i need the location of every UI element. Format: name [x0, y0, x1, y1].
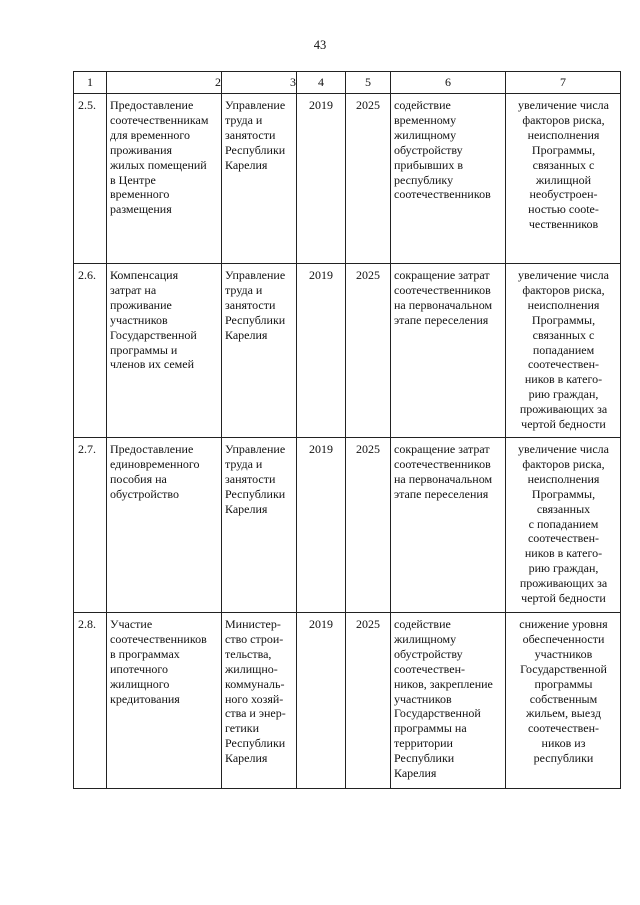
column-header-5: 5 [346, 72, 391, 94]
column-header-4: 4 [297, 72, 346, 94]
column-header-3: 3 [222, 72, 297, 94]
start-year: 2019 [297, 613, 346, 789]
table-row [74, 94, 621, 264]
start-year: 2019 [297, 94, 346, 264]
expected-result: содействие жилищному обустройству соотечествен- ников, закрепление участников Государственной программы на территории Республики Карелия [391, 613, 506, 789]
header-row [74, 72, 621, 94]
measure-name: Компенсация затрат на проживание участников Государственной программы и членов их семей [107, 264, 222, 438]
start-year: 2019 [297, 264, 346, 438]
end-year: 2025 [346, 94, 391, 264]
page-number: 43 [313, 38, 327, 52]
table-row [74, 613, 621, 789]
measure-name: Участие соотечественников в программах ипотечного жилищного кредитования [107, 613, 222, 789]
measure-name: Предоставление единовременного пособия на обустройство [107, 438, 222, 613]
row-number: 2.8. [74, 613, 107, 789]
program-measures-table [73, 71, 621, 789]
risk-consequence: увеличение числа факторов риска, неисполнения Программы, связанных с жилищной необустроен- ностью соote- чественников [506, 94, 621, 264]
measure-name: Предоставление соотечественникам для временного проживания жилых помещений в Центре временного размещения [107, 94, 222, 264]
column-header-6: 6 [391, 72, 506, 94]
column-header-7: 7 [506, 72, 621, 94]
end-year: 2025 [346, 613, 391, 789]
table-row [74, 264, 621, 438]
executor: Министер- ство строи- тельства, жилищно- коммуналь- ного хозяй- ства и энер- гетики Республики Карелия [222, 613, 297, 789]
column-header-2: 2 [107, 72, 222, 94]
executor: Управление труда и занятости Республики Карелия [222, 264, 297, 438]
row-number: 2.7. [74, 438, 107, 613]
row-number: 2.6. [74, 264, 107, 438]
expected-result: содействие временному жилищному обустройству прибывших в республику соотечественников [391, 94, 506, 264]
expected-result: сокращение затрат соотечественников на первоначальном этапе переселения [391, 438, 506, 613]
column-header-1: 1 [74, 72, 107, 94]
executor: Управление труда и занятости Республики Карелия [222, 438, 297, 613]
row-number: 2.5. [74, 94, 107, 264]
risk-consequence: снижение уровня обеспеченности участников Государственной программы собственным жильем, выезд соотечествен- ников из республики [506, 613, 621, 789]
executor: Управление труда и занятости Республики Карелия [222, 94, 297, 264]
expected-result: сокращение затрат соотечественников на первоначальном этапе переселения [391, 264, 506, 438]
table-row [74, 438, 621, 613]
risk-consequence: увеличение числа факторов риска, неисполнения Программы, связанных с попаданием соотечествен- ников в катего- рию граждан, проживающих за чертой бедности [506, 438, 621, 613]
end-year: 2025 [346, 264, 391, 438]
risk-consequence: увеличение числа факторов риска, неисполнения Программы, связанных с попаданием соотечествен- ников в катего- рию граждан, проживающих за чертой бедности [506, 264, 621, 438]
end-year: 2025 [346, 438, 391, 613]
start-year: 2019 [297, 438, 346, 613]
